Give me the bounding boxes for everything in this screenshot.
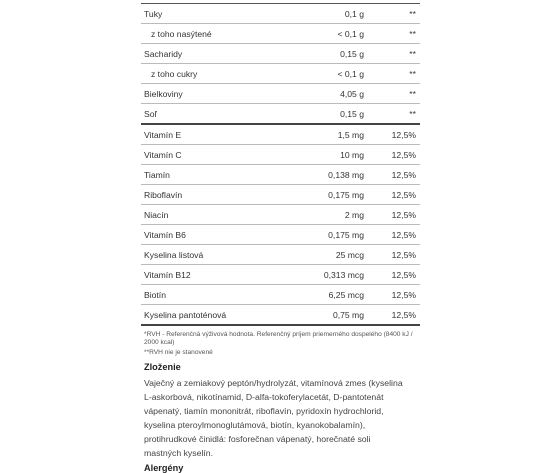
nutrient-rvh: ** [368,64,420,84]
table-row [141,124,420,145]
nutrient-name: Niacín [141,205,300,225]
table-row [141,205,420,225]
nutrient-name: Tiamín [141,165,300,185]
nutrient-rvh: 12,5% [368,165,420,185]
nutrient-amount: < 0,1 g [300,64,368,84]
nutrient-amount: 25 mcg [300,245,368,265]
nutrient-amount: < 0,1 g [300,24,368,44]
nutrient-amount: 0,175 mg [300,185,368,205]
nutrient-name: Vitamín E [141,124,300,145]
allergens-title: Alergény [144,463,184,473]
footnote-not-set: **RVH nie je stanovené [144,349,213,356]
table-row [141,225,420,245]
table-row [141,4,420,24]
nutrient-name: Riboflavín [141,185,300,205]
nutrient-name: z toho cukry [141,64,300,84]
nutrient-amount: 0,15 g [300,44,368,64]
nutrient-rvh: 12,5% [368,205,420,225]
nutrient-rvh: ** [368,44,420,64]
composition-line: mastných kyselín. [144,448,214,458]
composition-title: Zloženie [144,362,181,372]
nutrient-amount: 0,175 mg [300,225,368,245]
table-row [141,104,420,125]
nutrient-amount: 0,1 g [300,4,368,24]
footnote-rvh: *RVH - Referenčná výživová hodnota. Referenčný príjem priemerného dospelého (8400 kJ / 2000 kcal) [144,331,413,346]
nutrient-name: z toho nasýtené [141,24,300,44]
nutrition-table [141,4,420,326]
nutrient-amount: 0,75 mg [300,305,368,326]
nutrient-amount: 6,25 mcg [300,285,368,305]
composition-line: vápenatý, tiamín mononitrát, riboflavín, pyridoxín hydrochlorid, [144,406,384,416]
nutrient-name: Vitamín B12 [141,265,300,285]
nutrient-name: Bielkoviny [141,84,300,104]
composition-line: kyselina pteroylmonoglutámová, biotín, kyanokobalamín), [144,420,366,430]
nutrient-rvh: 12,5% [368,185,420,205]
table-row [141,285,420,305]
table-row [141,145,420,165]
table-row [141,84,420,104]
composition-line: L-askorbová, nikotínamid, D-alfa-tokoferylacetát, D-pantotenát [144,392,384,402]
nutrient-rvh: ** [368,4,420,24]
nutrient-amount: 1,5 mg [300,124,368,145]
nutrient-amount: 10 mg [300,145,368,165]
table-row [141,64,420,84]
nutrient-name: Vitamín B6 [141,225,300,245]
nutrient-amount: 4,05 g [300,84,368,104]
nutrient-rvh: ** [368,24,420,44]
nutrient-rvh: 12,5% [368,265,420,285]
composition-line: protihrudkové činidlá: fosforečnan vápenatý, horečnaté soli [144,434,371,444]
composition-text [141,376,423,460]
table-row [141,265,420,285]
nutrient-rvh: 12,5% [368,145,420,165]
nutrient-name: Kyselina pantoténová [141,305,300,326]
nutrient-rvh: 12,5% [368,285,420,305]
nutrition-panel [141,0,420,473]
nutrient-name: Soľ [141,104,300,125]
composition-line: Vaječný a zemiakový peptón/hydrolyzát, vitamínová zmes (kyselina [144,378,403,388]
nutrient-name: Kyselina listová [141,245,300,265]
nutrient-rvh: 12,5% [368,225,420,245]
table-row [141,305,420,326]
table-row [141,185,420,205]
nutrient-rvh: 12,5% [368,305,420,326]
nutrient-name: Tuky [141,4,300,24]
nutrient-rvh: 12,5% [368,124,420,145]
nutrient-amount: 0,138 mg [300,165,368,185]
nutrient-amount: 0,15 g [300,104,368,125]
nutrient-name: Sacharidy [141,44,300,64]
nutrient-name: Vitamín C [141,145,300,165]
table-row [141,24,420,44]
table-row [141,165,420,185]
nutrient-name: Biotín [141,285,300,305]
nutrient-rvh: 12,5% [368,245,420,265]
nutrient-amount: 0,313 mcg [300,265,368,285]
nutrient-rvh: ** [368,104,420,125]
nutrient-rvh: ** [368,84,420,104]
nutrient-amount: 2 mg [300,205,368,225]
table-row [141,245,420,265]
table-row [141,44,420,64]
